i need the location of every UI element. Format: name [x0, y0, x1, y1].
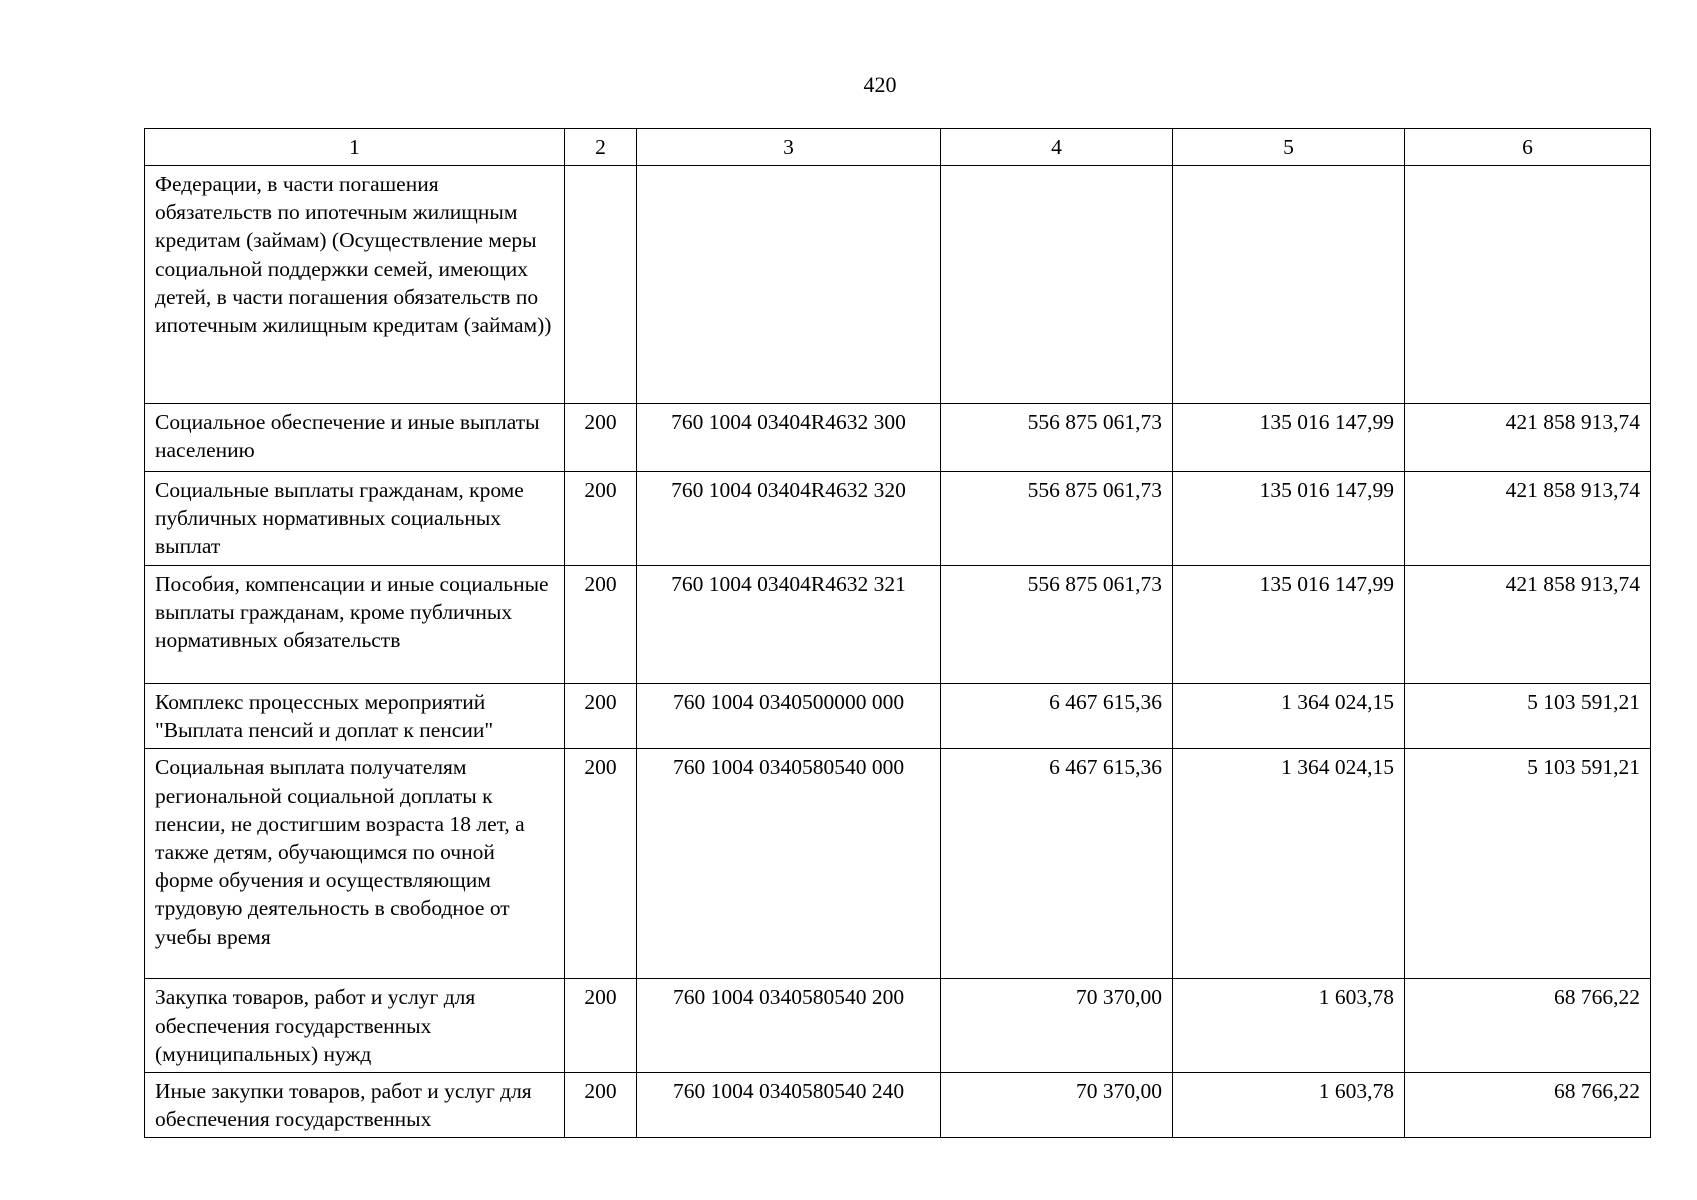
row-col5: 135 016 147,99: [1173, 566, 1405, 684]
row-col6: 421 858 913,74: [1405, 404, 1651, 472]
row-col4: 556 875 061,73: [941, 404, 1173, 472]
row-col6: 421 858 913,74: [1405, 566, 1651, 684]
row-code: 200: [565, 979, 637, 1073]
budget-table: [144, 128, 1651, 1138]
row-name: Социальное обеспечение и иные выплаты населению: [145, 404, 565, 472]
row-col5: 1 364 024,15: [1173, 684, 1405, 749]
row-col6: 68 766,22: [1405, 1073, 1651, 1138]
row-col4: 6 467 615,36: [941, 684, 1173, 749]
table-row: [145, 166, 1651, 404]
row-col4: 556 875 061,73: [941, 472, 1173, 566]
row-name: Социальная выплата получателям региональной социальной доплаты к пенсии, не достигшим возраста 18 лет, а также детям, обучающимся по очной форме обучения и осуществляющим трудовую деятельность в свободное от учебы время: [145, 749, 565, 979]
row-classification: 760 1004 0340580540 200: [637, 979, 941, 1073]
row-classification: 760 1004 0340500000 000: [637, 684, 941, 749]
row-classification: 760 1004 0340580540 000: [637, 749, 941, 979]
table-row: [145, 472, 1651, 566]
row-col5: [1173, 166, 1405, 404]
header-col-4: 4: [941, 129, 1173, 166]
row-code: 200: [565, 404, 637, 472]
header-col-2: 2: [565, 129, 637, 166]
table-row: [145, 566, 1651, 684]
header-col-6: 6: [1405, 129, 1651, 166]
row-code: 200: [565, 566, 637, 684]
table-row: [145, 684, 1651, 749]
row-col6: [1405, 166, 1651, 404]
row-col4: 70 370,00: [941, 979, 1173, 1073]
row-col6: 68 766,22: [1405, 979, 1651, 1073]
row-classification: 760 1004 03404R4632 320: [637, 472, 941, 566]
row-col4: 6 467 615,36: [941, 749, 1173, 979]
row-code: 200: [565, 1073, 637, 1138]
row-classification: 760 1004 0340580540 240: [637, 1073, 941, 1138]
row-col6: 5 103 591,21: [1405, 749, 1651, 979]
header-col-1: 1: [145, 129, 565, 166]
row-name: Иные закупки товаров, работ и услуг для обеспечения государственных: [145, 1073, 565, 1138]
page-number: 420: [863, 72, 897, 97]
header-col-3: 3: [637, 129, 941, 166]
row-name: Социальные выплаты гражданам, кроме публичных нормативных социальных выплат: [145, 472, 565, 566]
table-header-row: [145, 129, 1651, 166]
table-row: [145, 979, 1651, 1073]
table-row: [145, 749, 1651, 979]
row-name: Федерации, в части погашения обязательств по ипотечным жилищным кредитам (займам) (Осуществление меры социальной поддержки семей, имеющих детей, в части погашения обязательств по ипотечным жилищным кредитам (займам)): [145, 166, 565, 404]
row-col5: 1 603,78: [1173, 1073, 1405, 1138]
row-col6: 5 103 591,21: [1405, 684, 1651, 749]
row-name: Комплекс процессных мероприятий "Выплата пенсий и доплат к пенсии": [145, 684, 565, 749]
header-col-5: 5: [1173, 129, 1405, 166]
row-col5: 1 603,78: [1173, 979, 1405, 1073]
row-code: 200: [565, 749, 637, 979]
row-col6: 421 858 913,74: [1405, 472, 1651, 566]
row-col4: [941, 166, 1173, 404]
row-code: [565, 166, 637, 404]
table-row: [145, 1073, 1651, 1138]
row-col5: 135 016 147,99: [1173, 472, 1405, 566]
table-row: [145, 404, 1651, 472]
row-col4: 556 875 061,73: [941, 566, 1173, 684]
row-col4: 70 370,00: [941, 1073, 1173, 1138]
row-classification: 760 1004 03404R4632 321: [637, 566, 941, 684]
row-code: 200: [565, 684, 637, 749]
row-name: Закупка товаров, работ и услуг для обеспечения государственных (муниципальных) нужд: [145, 979, 565, 1073]
row-name: Пособия, компенсации и иные социальные выплаты гражданам, кроме публичных нормативных обязательств: [145, 566, 565, 684]
row-col5: 135 016 147,99: [1173, 404, 1405, 472]
row-code: 200: [565, 472, 637, 566]
row-classification: [637, 166, 941, 404]
row-col5: 1 364 024,15: [1173, 749, 1405, 979]
row-classification: 760 1004 03404R4632 300: [637, 404, 941, 472]
